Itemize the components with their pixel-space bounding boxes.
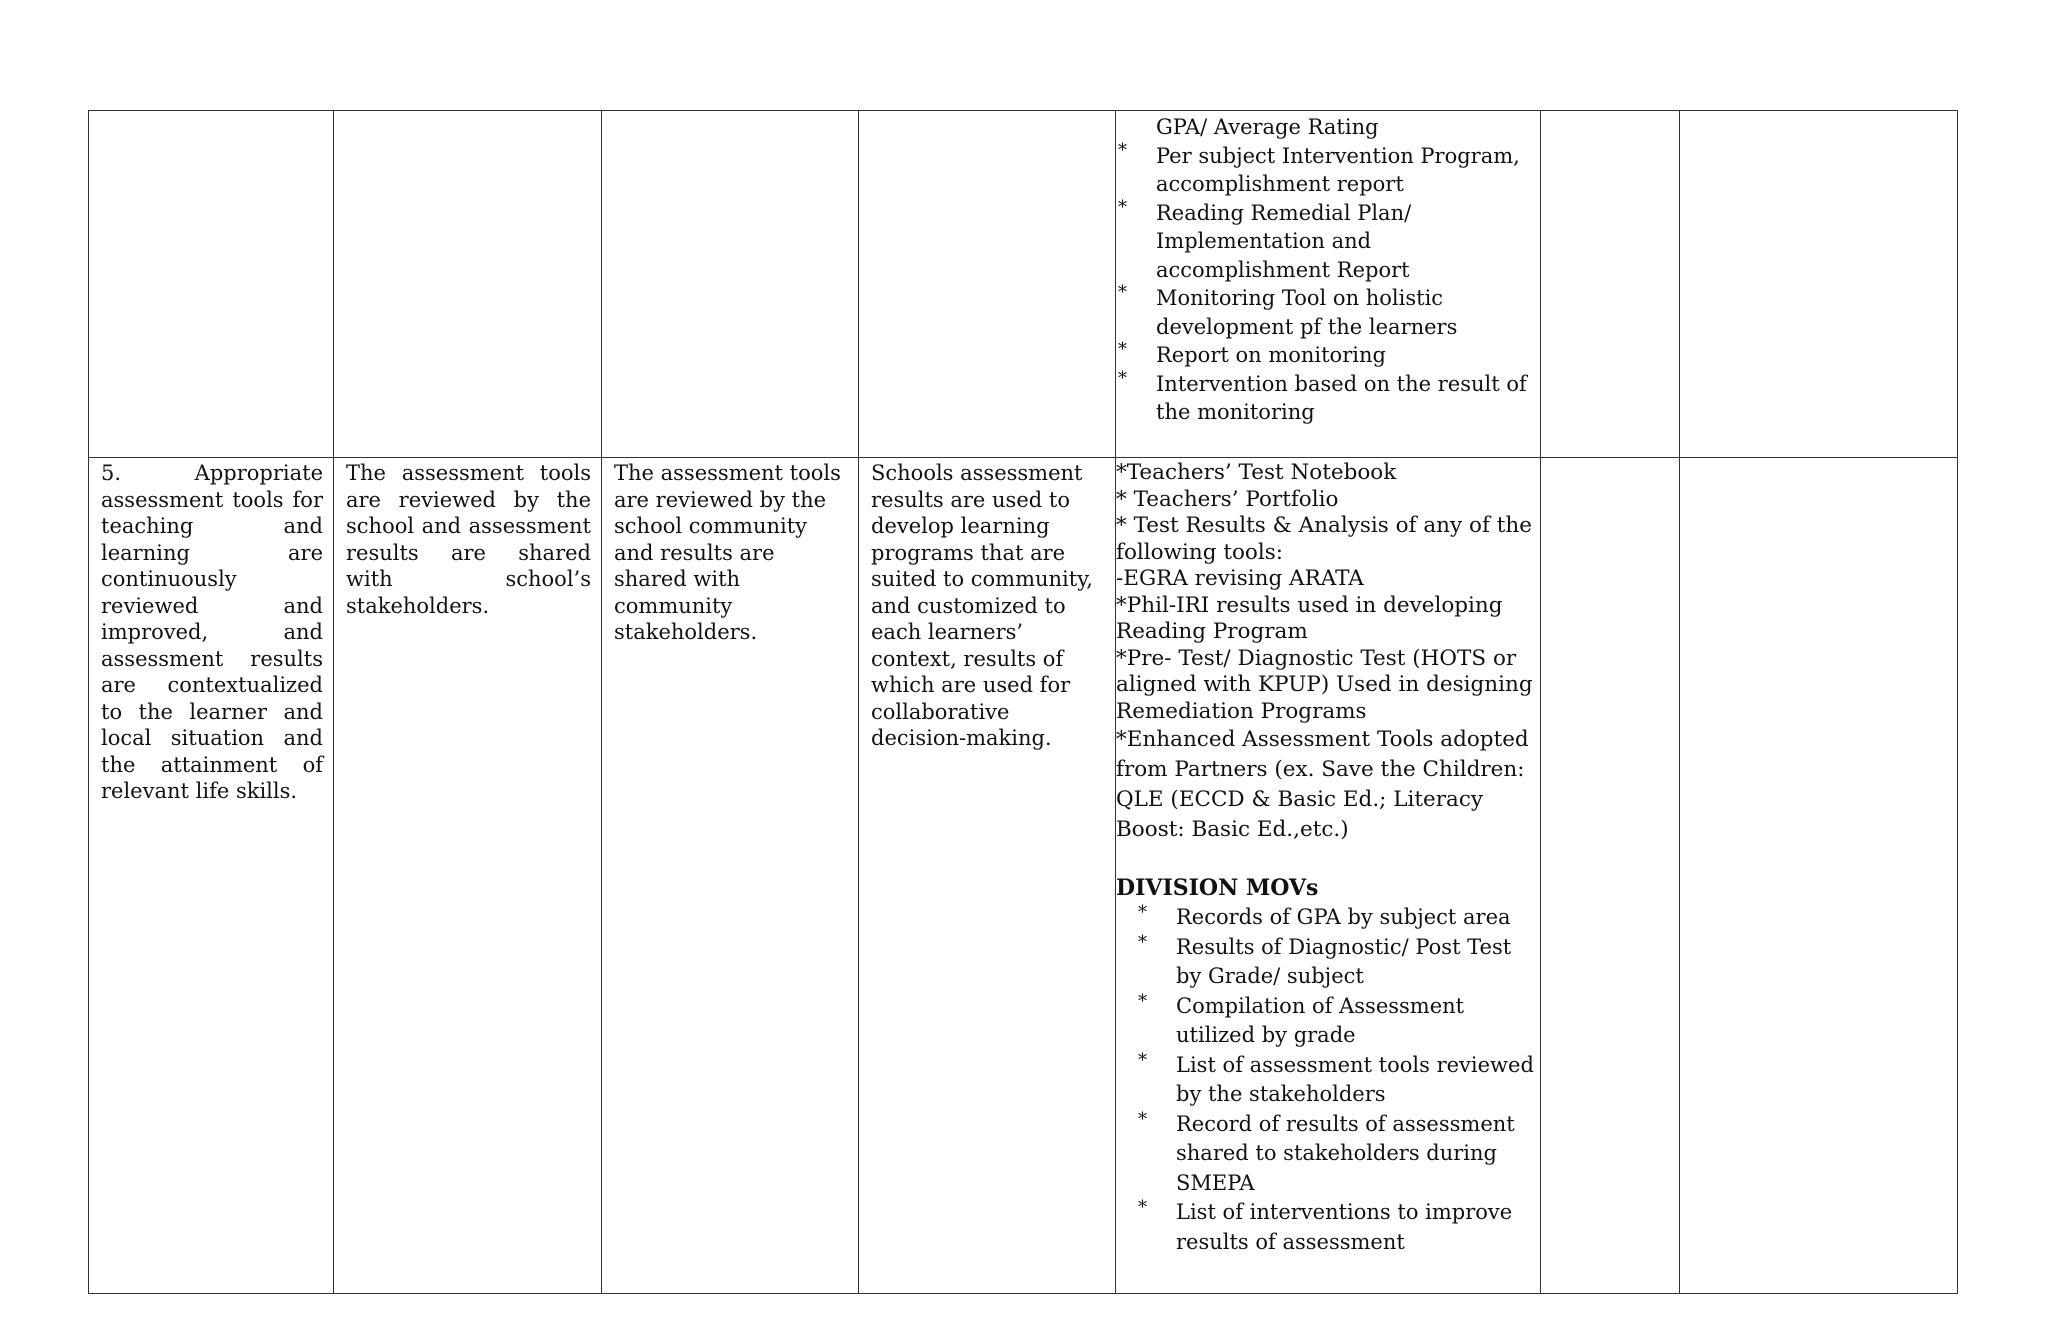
table-row: [89, 111, 1958, 458]
bullet-star: *: [1138, 990, 1147, 1012]
list-item: [1116, 341, 1538, 370]
movs-list: [1116, 113, 1538, 427]
assessment-table: [88, 110, 1958, 1294]
indicator-cell: [89, 458, 334, 1294]
bullet-star: *: [1118, 282, 1127, 303]
level-cell: [859, 458, 1116, 1294]
list-item-text: Record of results of assessment shared to stakeholders during SMEPA: [1176, 1111, 1515, 1195]
movs-line: * Teachers’ Portfolio: [1116, 486, 1339, 512]
list-item: [1116, 139, 1538, 199]
list-item-text: List of assessment tools reviewed by the stakeholders: [1176, 1052, 1534, 1106]
bullet-star: *: [1138, 1197, 1147, 1218]
list-item-text: GPA/ Average Rating: [1156, 115, 1379, 139]
table-cell: [1541, 111, 1680, 458]
table-cell: [1680, 458, 1958, 1294]
indicator-text: 5. Appropriate assessment tools for teaching and learning are continuously reviewed and improved, and assessment results are contextualized to the learner and local situation and the attainment of relevant life skills.: [101, 461, 323, 803]
list-item-text: Per subject Intervention Program, accomplishment report: [1156, 143, 1520, 196]
list-item: [1116, 1051, 1538, 1110]
table-cell: [334, 111, 602, 458]
list-item-text: Records of GPA by subject area: [1176, 905, 1511, 929]
table-cell: [602, 111, 859, 458]
list-item: [1116, 113, 1538, 142]
bullet-star: *: [1138, 1049, 1147, 1071]
list-item: [1116, 196, 1538, 285]
list-item-text: Reading Remedial Plan/ Implementation and accomplishment Report: [1156, 200, 1412, 282]
division-movs-heading: DIVISION MOVs: [1116, 875, 1319, 901]
movs-cell: [1116, 458, 1541, 1294]
movs-cell: [1116, 111, 1541, 458]
movs-line: *Enhanced Assessment Tools adopted from Partners (ex. Save the Children: QLE (ECCD & Basic Ed.; Literacy Boost: Basic Ed.,etc.): [1116, 727, 1529, 842]
list-item-text: Report on monitoring: [1156, 343, 1386, 367]
level-text: The assessment tools are reviewed by the school and assessment results are shared with school’s stakeholders.: [346, 461, 591, 618]
bullet-star: *: [1118, 196, 1127, 218]
table-cell: [1680, 111, 1958, 458]
level-text: Schools assessment results are used to develop learning programs that are suited to community, and customized to each learners’ context, results of which are used for collaborative decision-making.: [871, 461, 1093, 750]
list-item-text: List of interventions to improve results of assessment: [1176, 1200, 1513, 1254]
bullet-star: *: [1138, 902, 1147, 923]
level-text: The assessment tools are reviewed by the school community and results are shared with community stakeholders.: [614, 461, 841, 644]
movs-line: *Teachers’ Test Notebook: [1116, 460, 1397, 485]
bullet-star: *: [1138, 1108, 1147, 1130]
list-item-text: Compilation of Assessment utilized by grade: [1176, 993, 1465, 1047]
list-item: [1116, 992, 1538, 1051]
list-item-text: Intervention based on the result of the monitoring: [1156, 371, 1527, 424]
bullet-star: *: [1118, 339, 1127, 360]
bullet-star: *: [1118, 367, 1127, 389]
table-row: [89, 458, 1958, 1294]
table-cell: [1541, 458, 1680, 1294]
table-cell: [89, 111, 334, 458]
level-cell: [334, 458, 602, 1294]
list-item: [1116, 284, 1538, 341]
list-item-text: Monitoring Tool on holistic development pf the learners: [1156, 286, 1458, 339]
list-item: [1116, 367, 1538, 427]
movs-line: *Pre- Test/ Diagnostic Test (HOTS or aligned with KPUP) Used in designing Remediation Programs: [1116, 645, 1533, 724]
movs-line: -EGRA revising ARATA: [1116, 566, 1364, 591]
list-item: [1116, 1198, 1538, 1257]
list-item: [1116, 1110, 1538, 1199]
bullet-star: *: [1138, 931, 1147, 953]
movs-line: *Phil-IRI results used in developing Reading Program: [1116, 592, 1503, 644]
list-item-text: Results of Diagnostic/ Post Test by Grade/ subject: [1176, 934, 1512, 988]
list-item: [1116, 903, 1538, 933]
movs-line: * Test Results & Analysis of any of the following tools:: [1116, 513, 1532, 565]
table-cell: [859, 111, 1116, 458]
division-movs-list: [1116, 903, 1538, 1257]
list-item: [1116, 933, 1538, 992]
bullet-star: *: [1118, 139, 1127, 161]
level-cell: [602, 458, 859, 1294]
